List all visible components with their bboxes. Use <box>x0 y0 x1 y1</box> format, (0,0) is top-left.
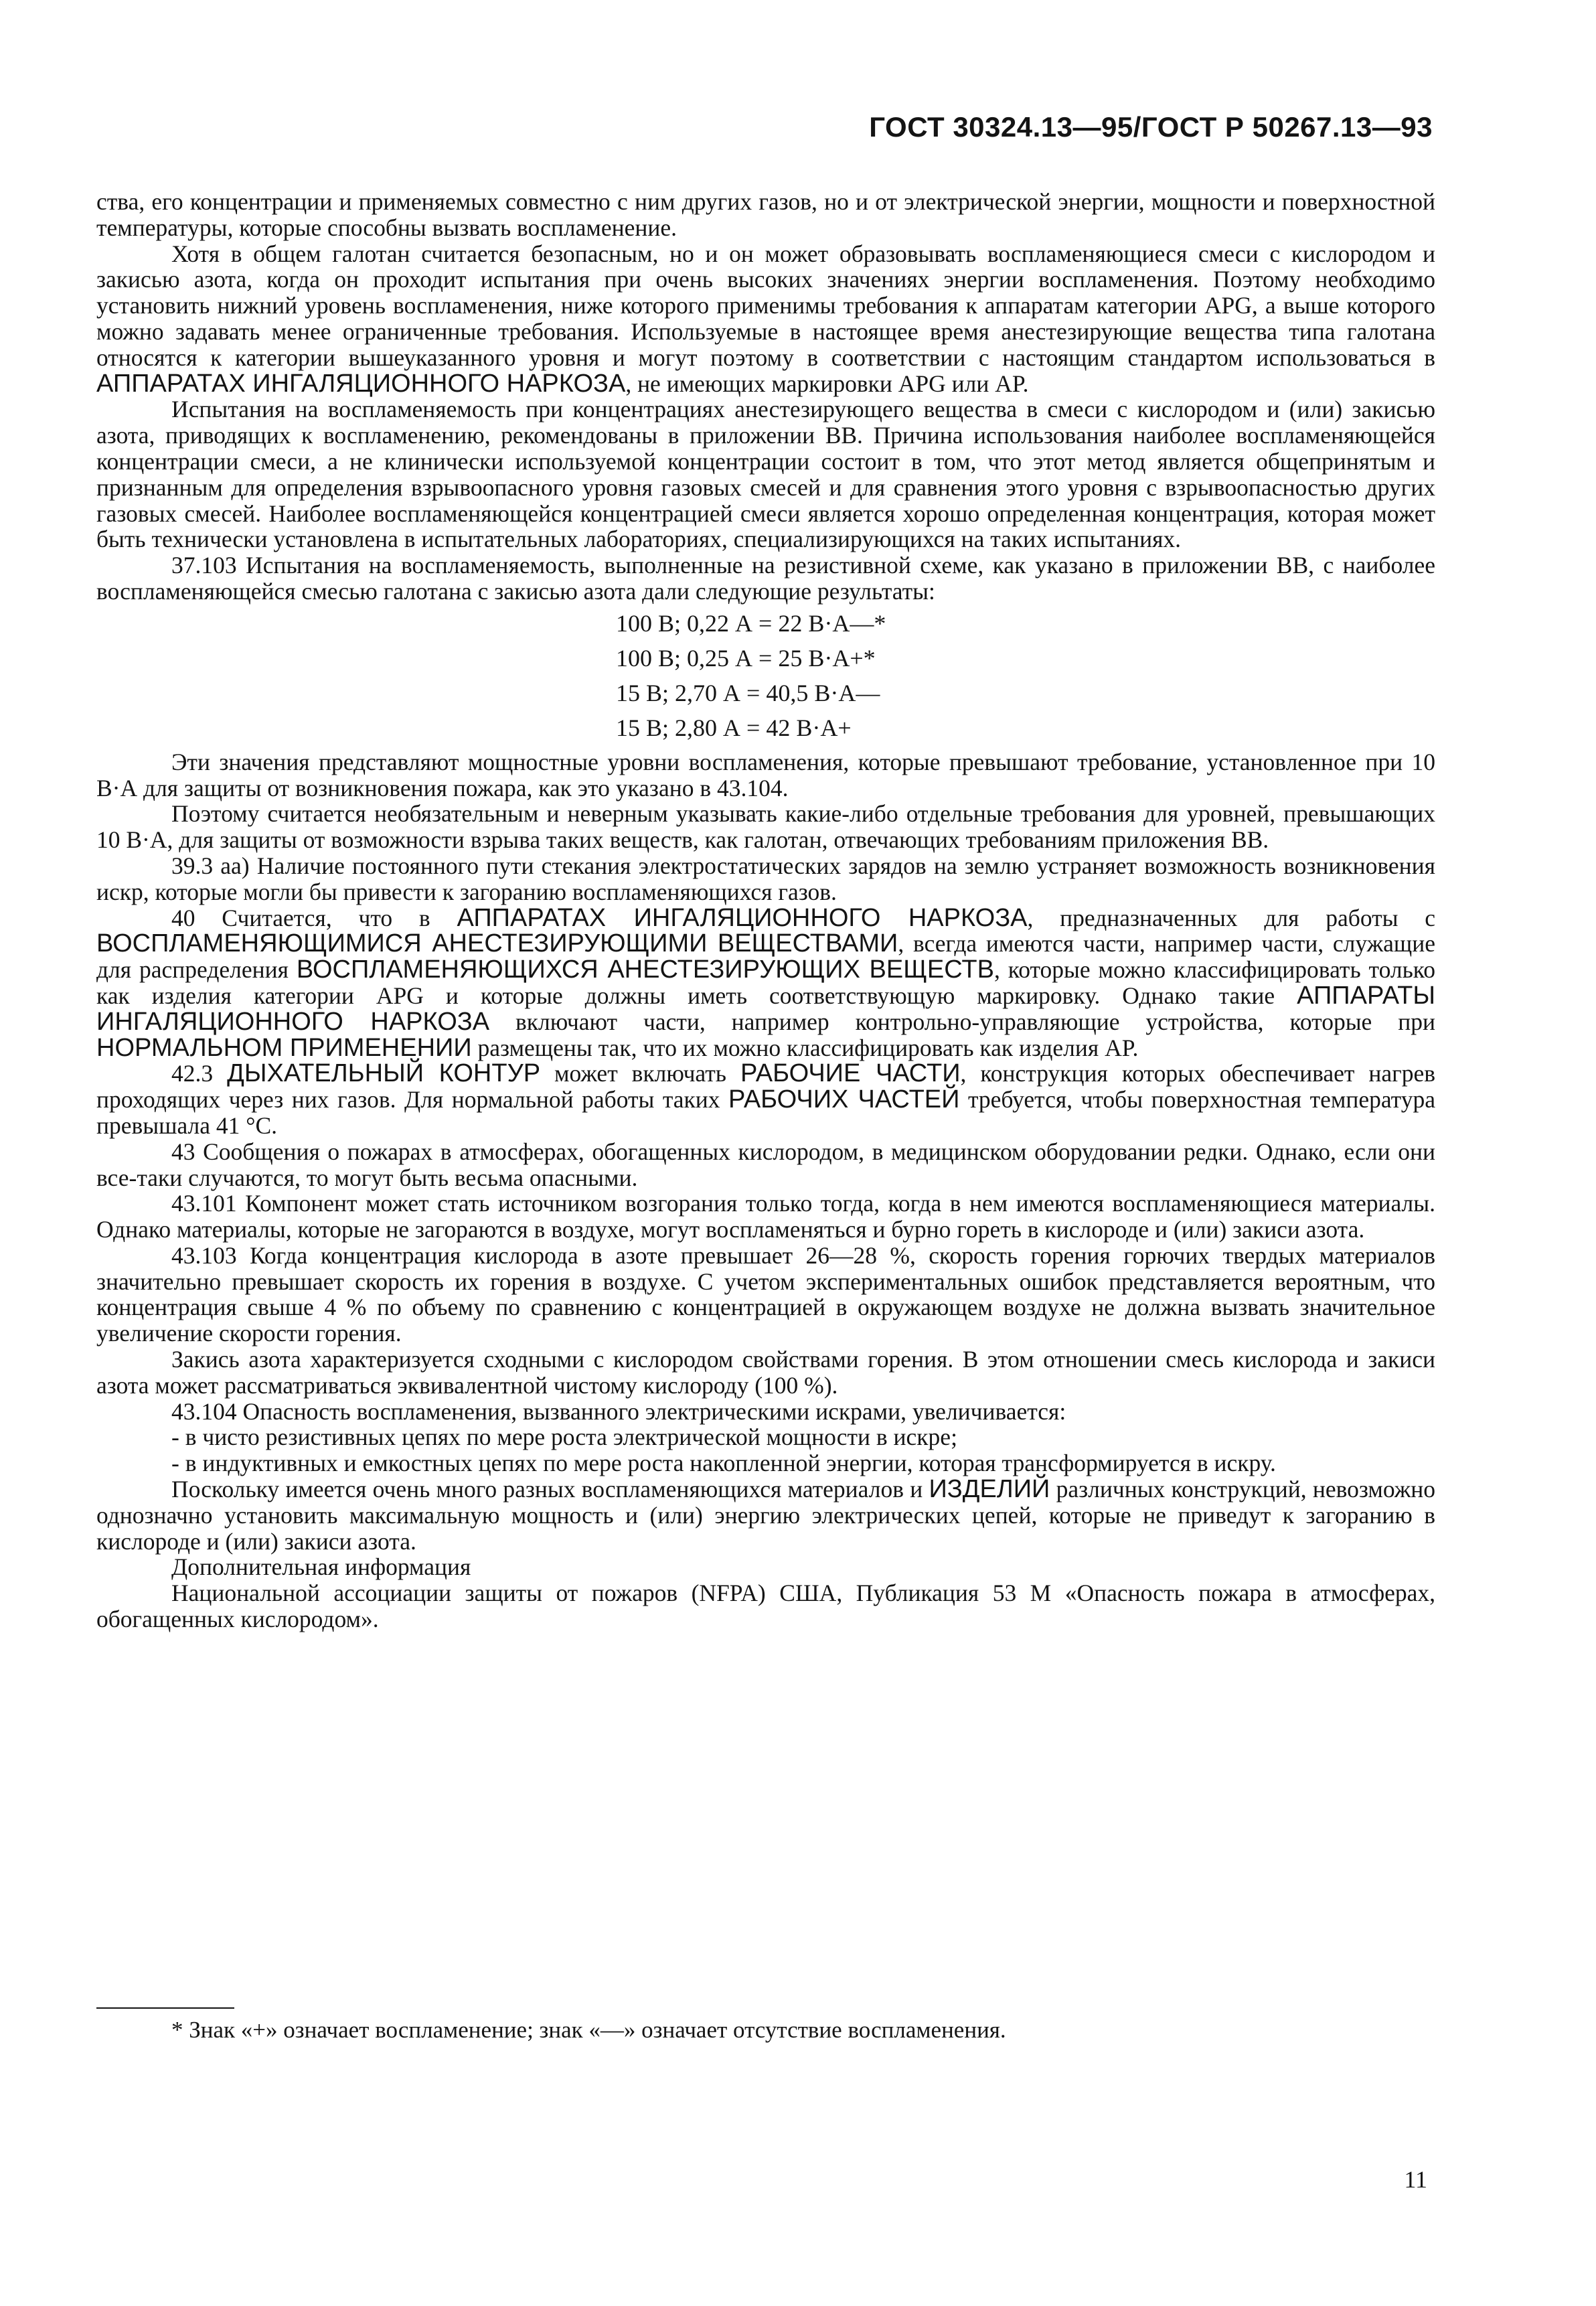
text-run: Поскольку имеется очень много разных воспламеняющихся материалов и <box>171 1476 929 1503</box>
text-run: Поэтому считается необязательным и неверным указывать какие-либо отдельные требования для уровней, превышающих 10 В·А, для защиты от возможности взрыва таких веществ, как галотан, отвечающих требованиям приложения ВВ. <box>96 800 1435 854</box>
paragraph-p1 <box>96 189 1435 241</box>
text-run: , не имеющих маркировки APG или AP. <box>625 370 1029 397</box>
text-run: 43.104 Опасность воспламенения, вызванного электрическими искрами, увеличивается: <box>171 1397 1066 1425</box>
paragraph-p14 <box>96 1399 1435 1425</box>
paragraph-p7 <box>96 853 1435 905</box>
footnote: * Знак «+» означает воспламенение; знак «—» означает отсутствие воспламенения. <box>171 2017 1006 2043</box>
document-body <box>96 189 1435 1632</box>
paragraph-p18 <box>96 1554 1435 1580</box>
paragraph-p17 <box>96 1476 1435 1554</box>
text-run: может включать <box>540 1060 740 1087</box>
text-run: 43.103 Когда концентрация кислорода в азоте превышает 26—28 %, скорость горения горючих твердых материалов значительно превышает скорость их горения в воздухе. С учетом экспериментальных ошибок представляется вероятным, что концентрация свыше 4 % по объему по сравнению с концентрацией в окружающем воздухе не должна вызвать значительное увеличение скорости горения. <box>96 1241 1435 1347</box>
paragraph-p16 <box>96 1450 1435 1476</box>
defined-term: НОРМАЛЬНОМ ПРИМЕНЕНИИ <box>96 1033 472 1062</box>
defined-term: АППАРАТАХ ИНГАЛЯЦИОННОГО НАРКОЗА <box>96 369 626 398</box>
paragraph-p19 <box>96 1580 1435 1632</box>
text-run: , предназначенных для работы с <box>1027 904 1435 931</box>
defined-term: РАБОЧИЕ ЧАСТИ <box>740 1059 961 1088</box>
defined-term: АППАРАТАХ ИНГАЛЯЦИОННОГО НАРКОЗА <box>457 903 1028 932</box>
formula-line: 15 В; 2,80 А = 42 В·А+ <box>616 714 852 741</box>
paragraph-p10 <box>96 1139 1435 1191</box>
text-run: - в чисто резистивных цепях по мере роста электрической мощности в искре; <box>171 1424 957 1451</box>
text-run: Испытания на воспламеняемость при концентрациях анестезирующего вещества в смеси с кислородом и (или) закисью азота, приводящих к воспламенению, рекомендованы в приложении ВВ. Причина использования наиболее воспламеняющейся концентрации смеси, а не клинически используемой концентрации состоит в том, что этот метод является общепринятым и признанным для определения взрывоопасного уровня газовых смесей и для сравнения этого уровня с взрывоопасностью других газовых смесей. Наиболее воспламеняющейся концентрацией смеси является хорошо определенная концентрация, которая может быть технически установлена в испытательных лабораториях, специализирующихся на таких испытаниях. <box>96 396 1435 553</box>
text-run: 37.103 Испытания на воспламеняемость, выполненные на резистивной схеме, как указано в приложении ВВ, с наиболее воспламеняющейся смесью галотана с закисью азота дали следующие результаты: <box>96 552 1435 605</box>
text-run: различных конструкций, невозможно однозначно установить максимальную мощность и (или) энергию электрических цепей, которые не приведут к загоранию в кислороде и (или) закиси азота. <box>96 1476 1435 1555</box>
paragraph-p12 <box>96 1243 1435 1347</box>
paragraph-p9 <box>96 1061 1435 1138</box>
text-run: размещены так, что их можно классифицировать как изделия AP. <box>471 1034 1139 1061</box>
paragraphs-before-formulas <box>96 189 1435 605</box>
defined-term: ИЗДЕЛИЙ <box>929 1475 1050 1504</box>
paragraph-p2 <box>96 241 1435 397</box>
document-header: ГОСТ 30324.13—95/ГОСТ Р 50267.13—93 <box>869 111 1433 143</box>
formula-line: 100 В; 0,25 А = 25 В·А+* <box>616 644 876 672</box>
defined-term: ВОСПЛАМЕНЯЮЩИХСЯ АНЕСТЕЗИРУЮЩИХ ВЕЩЕСТВ <box>296 955 994 984</box>
text-run: , всегда имеются части, например части, служащие для распределения <box>96 930 1435 984</box>
footnote-rule <box>96 2007 234 2009</box>
text-run: Эти значения представляют мощностные уровни воспламенения, которые превышают требование, установленное при 10 В·А для защиты от возникновения пожара, как это указано в 43.104. <box>96 748 1435 801</box>
formula-line: 15 В; 2,70 А = 40,5 В·А— <box>616 679 880 706</box>
text-run: ства, его концентрации и применяемых совместно с ним других газов, но и от электрической энергии, мощности и поверхностной температуры, которые способны вызвать воспламенение. <box>96 188 1435 241</box>
paragraph-p15 <box>96 1424 1435 1450</box>
text-run: 40 Считается, что в <box>171 904 457 931</box>
test-results-formulas <box>96 606 1435 745</box>
page-number: 11 <box>1404 2166 1427 2193</box>
text-run: Национальной ассоциации защиты от пожаров (NFPA) США, Публикация 53 М «Опасность пожара в атмосферах, обогащенных кислородом». <box>96 1580 1435 1633</box>
paragraph-p4 <box>96 552 1435 605</box>
defined-term: АППАРАТЫ ИНГАЛЯЦИОННОГО НАРКОЗА <box>96 981 1435 1036</box>
paragraph-p11 <box>96 1190 1435 1243</box>
defined-term: ДЫХАТЕЛЬНЫЙ КОНТУР <box>227 1059 541 1088</box>
text-run: - в индуктивных и емкостных цепях по мере роста накопленной энергии, которая трансформируется в искру. <box>171 1450 1276 1477</box>
text-run: 43 Сообщения о пожарах в атмосферах, обогащенных кислородом, в медицинском оборудовании редки. Однако, если они все-таки случаются, то могут быть весьма опасными. <box>96 1138 1435 1191</box>
paragraphs-after-formulas <box>96 749 1435 1632</box>
text-run: , которые можно классифицировать только как изделия категории APG и которые должны иметь соответствующую маркировку. Однако такие <box>96 956 1435 1009</box>
defined-term: ВОСПЛАМЕНЯЮЩИМИСЯ АНЕСТЕЗИРУЮЩИМИ ВЕЩЕСТВАМИ <box>96 929 898 958</box>
text-run: Хотя в общем галотан считается безопасным, но и он может образовывать воспламеняющиеся смеси с кислородом и закисью азота, когда он проходит испытания при очень высоких значениях энергии воспламенения. Поэтому необходимо установить нижний уровень воспламенения, ниже которого применимы требования к аппаратам категории APG, а выше которого можно задавать менее ограниченные требования. Используемые в настоящее время анестезирующие вещества типа галотана относятся к категории вышеуказанного уровня и могут поэтому в соответствии с настоящим стандартом использоваться в <box>96 240 1435 371</box>
text-run: 43.101 Компонент может стать источником возгорания только тогда, когда в нем имеются воспламеняющиеся материалы. Однако материалы, которые не загораются в воздухе, могут воспламеняться и бурно гореть в кислороде и (или) закиси азота. <box>96 1190 1435 1243</box>
paragraph-p13 <box>96 1347 1435 1399</box>
text-run: Закись азота характеризуется сходными с кислородом свойствами горения. В этом отношении смесь кислорода и закиси азота может рассматриваться эквивалентной чистому кислороду (100 %). <box>96 1346 1435 1399</box>
paragraph-p3 <box>96 396 1435 552</box>
text-run: , конструкция которых обеспечивает нагрев проходящих через них газов. Для нормальной работы таких <box>96 1060 1435 1113</box>
text-run: Дополнительная информация <box>171 1553 471 1581</box>
paragraph-p8 <box>96 905 1435 1061</box>
text-run: включают части, например контрольно-управляющие устройства, которые при <box>489 1008 1435 1035</box>
text-run: требуется, чтобы поверхностная температура превышала 41 °С. <box>96 1086 1435 1139</box>
paragraph-p5 <box>96 749 1435 801</box>
text-run: 39.3 аа) Наличие постоянного пути стекания электростатических зарядов на землю устраняет возможность возникновения искр, которые могли бы привести к загоранию воспламеняющихся газов. <box>96 852 1435 905</box>
formula-line: 100 В; 0,22 А = 22 В·А—* <box>616 609 886 637</box>
text-run: 42.3 <box>171 1060 228 1087</box>
defined-term: РАБОЧИХ ЧАСТЕЙ <box>728 1085 960 1114</box>
paragraph-p6 <box>96 801 1435 853</box>
